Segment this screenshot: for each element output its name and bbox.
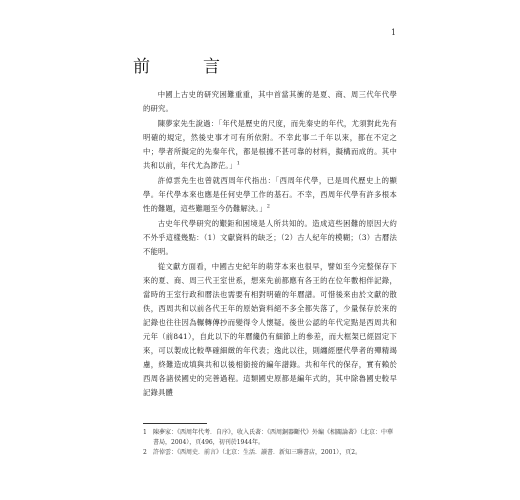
body-text [143,88,397,401]
footnotes [143,428,397,458]
paragraph-5: 從文獻方面看，中國古史紀年的萌芽本來也很早，譬如至今完整保存下來的夏、商、周三代王室世系，想來先前都應有各王的在位年數相伴記錄，當時的王室行政和曆法也需要有相對明確的年曆譜。可惜後來由於文獻的散佚，西周共和以前各代王年的原始資料絕不多全都失落了，少量保存於來的記錄也往往因為輾轉傳抄而變得令人懷疑。後世公認的年代定點是西周共和元年（前841），自此以下的年曆纔仍有細節上的參差，而大框架已經固定下來，可以製成比較準確細緻的年代表；逸此以往，則纏經歷代學者的殫精竭慮，終難造成填與共和以後相銜接的編年譜錄。共和年代的保存，實有賴於西周各諸侯國史的完善過程。這類國史原都是編年式的，其中除魯國史較早記錄具體 [143,262,397,397]
paragraph-1: 中國上古史的研究困難重重，其中首當其衝的是夏、商、周三代年代學的研究。 [143,90,397,113]
footnote-text: 許倬雲：《西周史．前言》（北京：生活．讀書．新知三聯書店，2001），頁2。 [153,449,362,456]
footnote-1 [143,428,397,448]
footnote-mark-1: 1 [236,160,241,167]
paragraph-3 [143,174,397,216]
footnote-mark-2: 2 [266,203,271,210]
paragraph-4: 古史年代學研究的艱鉅和困境是人所共知的。造成這些困難的原因大約不外乎這樣幾點：（1）文獻資料的缺乏；（2）古人紀年的模糊；（3）古曆法不能明。 [143,219,397,256]
paragraph-2 [143,117,397,173]
page-heading: 前 言 [133,57,238,77]
footnote-text: 陳夢家：《西周年代考．自序》，收入氏著：《西周銅器斷代》外編《相關論著》（北京：中華書局，2004），頁496，初刊於1944年。 [153,429,394,446]
footnote-number: 2 [143,449,147,456]
footnote-number: 1 [143,429,147,436]
footnote-divider [143,423,207,424]
paragraph-2-text: 陳夢家先生說過：「年代是歷史的尺度，而先秦史的年代，尤須對此先有明確的規定，然後史事才可有所依附。不幸此事二千年以來，都在不定之中；學者所擬定的先秦年代，都是根據不甚可靠的材料，擬構而成的。其中共和以前，年代尤為渺茫。」 [143,119,397,170]
footnote-2 [143,448,397,458]
page-number: 1 [391,28,397,37]
paragraph-3-text: 許倬雲先生也曾就西周年代指出：「西周年代學，已是周代歷史上的顯學。年代學本來也應是任何史學工作的基石。不幸，西周年代學有許多根本性的難題，這些難題至今仍難解決。」 [143,176,397,213]
